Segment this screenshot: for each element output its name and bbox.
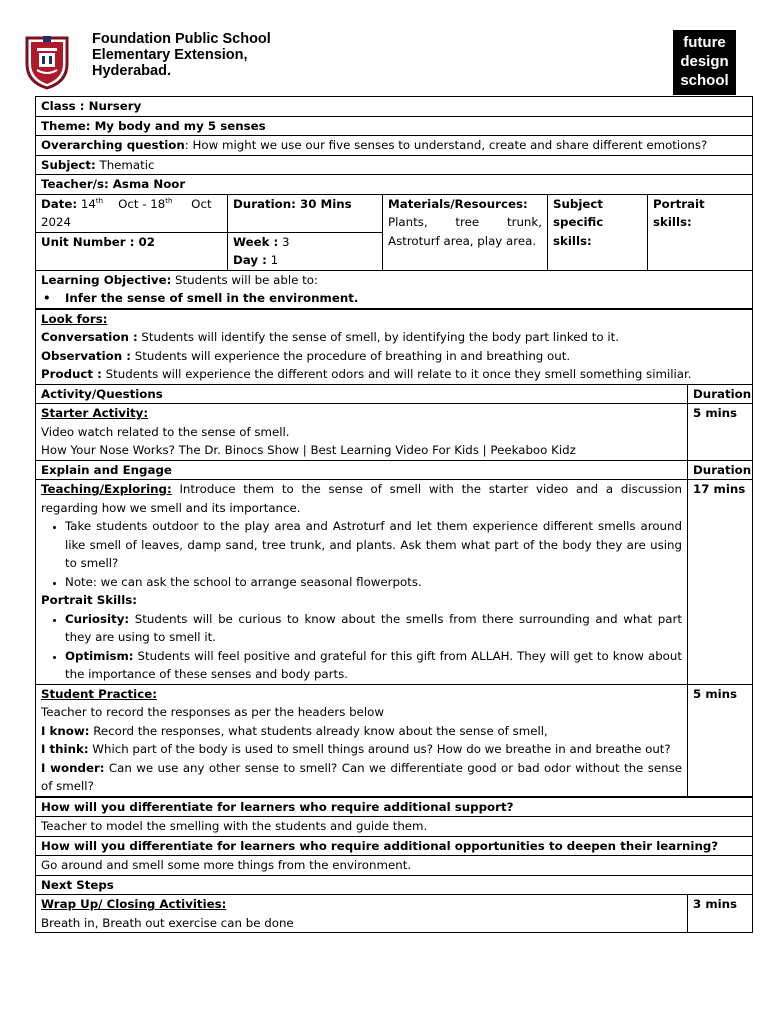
week-day-cell: Week : 3 Day : 1 [228,232,383,270]
overarching-row: Overarching question: How might we use our five senses to understand, create and share different emotions? [36,136,753,156]
activity-header-row: Activity/Questions Duration [36,384,753,404]
deepen-answer-row: Go around and smell some more things from the environment. [36,856,753,876]
school-branch: Elementary Extension, [92,47,248,63]
materials-cell: Materials/Resources: Plants, tree trunk, Astroturf area, play area. [383,194,548,270]
student-practice-row: Student Practice: Teacher to record the responses as per the headers below I know: Record the responses, what students already know about the sense of smell, I think: Which part of the body is used to smell things around us? How do we breathe in and breathe out? I wonder: Can we use any other sense to smell? Can we differentiate good or bad odor without the sense of smell? 5 mins [36,684,753,797]
unit-cell: Unit Number : 02 [36,232,228,270]
subject-skills-cell: Subject specific skills: [548,194,648,270]
list-item: • Note: we can ask the school to arrange seasonal flowerpots. [65,573,682,592]
duration-cell: Duration: 30 Mins [228,194,383,232]
teacher-row: Teacher/s: Asma Noor [36,175,753,195]
next-steps-row: Next Steps [36,875,753,895]
date-row [36,194,753,232]
list-item: • Take students outdoor to the play area and Astroturf and let them experience different smells around like smell of leaves, damp sand, tree trunk, and plants. Ask them what part of the body they are using to smell? [65,517,682,573]
teaching-row: Teaching/Exploring: Introduce them to the sense of smell with the starter video and a discussion regarding how we smell and its importance. • Take students outdoor to the play area and Astroturf and let them experience different smells around like smell of leaves, damp sand, tree trunk, and plants. Ask them what part of the body they are using to smell? • Note: we can ask the school to arrange seasonal flowerpots. Portrait Skills: • Curiosity: Students will be curious to know about the smells from there surrounding and what part they are using to smell it. • Optimism: Students will feel positive and grateful for this gift from ALLAH. They will get to know about the importance of these senses and body parts. 17 mins [36,480,753,685]
date-cell: Date: 14th Oct - 18th Oct 2024 [36,194,228,232]
lesson-plan-table [35,96,753,933]
look-fors-row: Look fors: Conversation : Students will identify the sense of smell, by identifying the body part linked to it. Observation : Students will experience the procedure of breathing in and breathing out. Product : Students will experience the different odors and will relate to it once they smell something similiar. [36,309,753,385]
explain-header-row: Explain and Engage Duration [36,460,753,480]
learning-objective-row: Learning Objective: Students will be able to: • Infer the sense of smell in the environment. [36,270,753,309]
theme-row: Theme: My body and my 5 senses [36,116,753,136]
list-item: • Curiosity: Students will be curious to know about the smells from there surrounding and what part they are using to smell it. [65,610,682,647]
deepen-question-row: How will you differentiate for learners who require additional opportunities to deepen their learning? [36,836,753,856]
future-design-school-logo: future design school [673,30,736,95]
list-item: • Optimism: Students will feel positive and grateful for this gift from ALLAH. They will get to know about the importance of these senses and body parts. [65,647,682,684]
school-name: Foundation Public School [92,31,271,47]
document-header [0,0,768,96]
school-city: Hyderabad. [92,63,171,79]
portrait-skills-cell: Portrait skills: [648,194,753,270]
subject-row: Subject: Thematic [36,155,753,175]
starter-activity-row: Starter Activity: Video watch related to the sense of smell. How Your Nose Works? The Dr. Binocs Show | Best Learning Video For Kids | Peekaboo Kidz 5 mins [36,404,753,461]
wrap-up-row: Wrap Up/ Closing Activities: Breath in, Breath out exercise can be done 3 mins [36,895,753,933]
school-crest-icon [23,34,71,90]
support-question-row: How will you differentiate for learners who require additional support? [36,797,753,817]
class-row: Class : Nursery [36,97,753,117]
school-name-block [92,31,271,79]
support-answer-row: Teacher to model the smelling with the students and guide them. [36,817,753,837]
